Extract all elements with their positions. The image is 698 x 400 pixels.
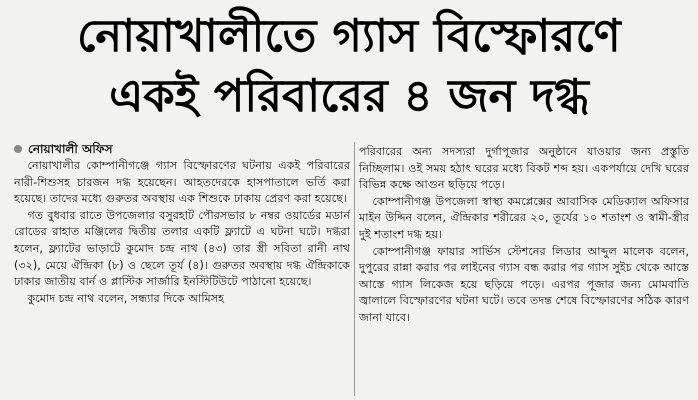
byline-text: নোয়াখালী অফিস xyxy=(28,142,113,156)
paragraph: কোম্পানীগঞ্জ উপজেলা স্বাস্থ্য কমপ্লেক্সের আবাসিক মেডিক্যাল অফিসার মাইন উদ্দিন বলেন, ঐন্দ্রিকার শরীরের ২০, তূর্যের ১০ শতাংশ ও স্বামী-স্ত্রীর দুই শতাংশ দগ্ধ হয়। xyxy=(359,194,689,241)
paragraph: নোয়াখালীর কোম্পানীগঞ্জে গ্যাস বিস্ফোরণের ঘটনায় একই পরিবারের নারী-শিশুসহ চারজন দগ্ধ হয়েছেন। আহতদেরকে হাসপাতালে ভর্তি করা হয়েছে। তাদের মধ্যে গুরুতর অবস্থায় এক শিশুকে ঢাকায় প্রেরণ করা হয়েছে। xyxy=(14,159,350,206)
column-divider xyxy=(354,142,355,396)
paragraph: গত বুধবার রাতে উপজেলার বসুরহাট পৌরসভার ৮ নম্বর ওয়ার্ডের মডার্ন রোডের রাহাত মঞ্জিলের দ্বিতীয় তলার একটি ফ্ল্যাটে এ ঘটনা ঘটে। দগ্ধরা হলেন, ফ্ল্যাটের ভাড়াটে কুমোদ চন্দ্র নাথ (৪৩) তার স্ত্রী সবিতা রানী নাথ (৩২), মেয়ে ঐন্দ্রিকা (৮) ও ছেলে তূর্য (৪)। গুরুতর অবস্থায় দগ্ধ ঐন্দ্রিকাকে ঢাকার জাতীয় বার্ন ও প্লাস্টিক সার্জারি ইনস্টিটিউটে পাঠানো হয়েছে। xyxy=(14,208,350,289)
headline-line-2: একই পরিবারের ৪ জন দগ্ধ xyxy=(109,69,589,122)
headline-line-1: নোয়াখালীতে গ্যাস বিস্ফোরণে xyxy=(77,9,621,62)
article-column-left xyxy=(14,158,350,400)
paragraph: কুমোদ চন্দ্র নাথ বলেন, সন্ধ্যার দিকে আমিসহ xyxy=(27,291,224,305)
paragraph: পরিবারের অন্য সদস্যরা দুর্গাপূজার অনুষ্ঠানে যাওয়ার জন্য প্রস্তুতি নিচ্ছিলাম। ওই সময় হঠাৎ ঘরের মধ্যে বিকট শব্দ হয়। একপর্যায়ে দেখি ঘরের বিভিন্ন কক্ষে আগুন ছড়িয়ে পড়ে। xyxy=(359,145,689,192)
bullet-icon xyxy=(14,145,22,153)
byline xyxy=(14,141,113,157)
paragraph: কোম্পানীগঞ্জ ফায়ার সার্ভিস স্টেশনের লিডার আব্দুল মালেক বলেন, দুপুরের রান্না করার পর লাইনের গ্যাস বন্ধ করার পর গ্যাস সুইচ থেকে আস্তে আস্তে গ্যাস লিকেজ হয়ে ছড়িয়ে পড়ে। এরপর পূজার জন্য মোমবাতি জ্বালালে বিস্ফোরণের ঘটনা ঘটে। তবে তদন্ত শেষে বিস্ফোরণের সঠিক কারণ জানা যাবে। xyxy=(359,244,689,324)
article-column-right xyxy=(359,144,689,394)
